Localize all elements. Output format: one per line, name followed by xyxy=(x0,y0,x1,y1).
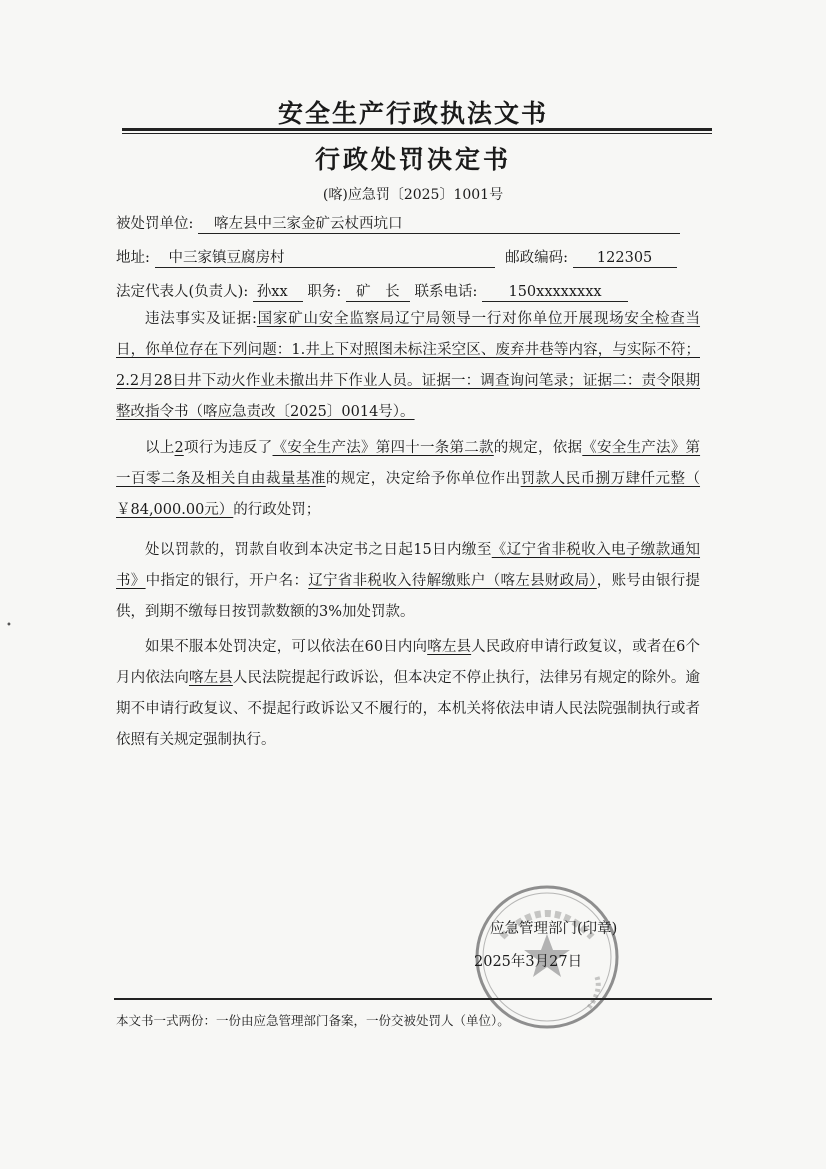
margin-mark: • xyxy=(6,620,12,631)
facts-text: 国家矿山安全监察局辽宁局领导一行对你单位开展现场安全检查当日，你单位存在下列问题：1.井上下对照图未标注采空区、废弃井巷等内容，与实际不符；2.2月28日井下动火作业未撤出井下作业人员。 xyxy=(116,311,701,389)
p4-text-a: 如果不服本处罚决定，可以依法在60日内向 xyxy=(145,639,428,655)
p2-text-a: 以上 xyxy=(145,440,175,456)
unit-label: 被处罚单位: xyxy=(116,216,194,232)
address-row xyxy=(116,246,677,268)
title-divider xyxy=(122,128,712,131)
representative-label: 法定代表人(负责人): xyxy=(116,284,249,300)
document-title: 行政处罚决定书 xyxy=(314,145,511,174)
decision-date: 2025年3月27日 xyxy=(474,954,583,970)
legal-basis: 《安全生产法》第一百零二条及相关自由裁量基准 xyxy=(116,440,701,487)
payment-paragraph xyxy=(116,535,700,628)
unit-value: 喀左县中三家金矿云杖西坑口 xyxy=(198,215,680,234)
address-value: 中三家镇豆腐房村 xyxy=(155,249,495,268)
court-name: 喀左县 xyxy=(189,670,233,686)
phone-label: 联系电话: xyxy=(414,284,478,300)
representative-row xyxy=(116,280,628,302)
document-category-title: 安全生产行政执法文书 xyxy=(277,99,548,128)
postcode-value: 122305 xyxy=(573,249,677,268)
position-label: 职务: xyxy=(307,284,342,300)
p3-text-a: 处以罚款的，罚款自收到本决定书之日起15日内缴至 xyxy=(145,542,492,558)
p2-text-c: 的规定，依据 xyxy=(493,440,583,456)
violated-law: 《安全生产法》第四十一条第二款 xyxy=(272,440,494,456)
violation-count: 2 xyxy=(174,440,184,456)
title-divider-thin xyxy=(122,133,712,134)
footer-divider xyxy=(114,998,712,1000)
seal-label: 应急管理部门(印章) xyxy=(490,921,618,937)
p2-text-e: 的行政处罚； xyxy=(233,502,321,518)
review-government: 喀左县 xyxy=(427,639,472,655)
penalty-amount: 罚款人民币捌万肆仟元整（ ￥84,000.00元） xyxy=(116,471,701,518)
p2-text-d: 的规定，决定给予你单位作出 xyxy=(325,471,521,487)
penalty-paragraph xyxy=(116,433,700,526)
document-number: (喀)应急罚〔2025〕1001号 xyxy=(322,187,504,203)
representative-value: 孙xx xyxy=(253,283,303,302)
p3-text-b: 中指定的银行，开户名： xyxy=(145,573,309,589)
address-label: 地址: xyxy=(116,250,150,266)
footer-note: 本文书一式两份：一份由应急管理部门备案，一份交被处罚人（单位）。 xyxy=(116,1013,510,1028)
p4-text-b: 人民政府申请行政复议，或者在6个月内依法向 xyxy=(116,639,701,686)
p3-text-c: ，账号由银行提供，到期不缴每日按罚款数额的3%加处罚款。 xyxy=(116,573,701,620)
penalized-unit-row xyxy=(116,212,680,234)
phone-value: 150xxxxxxxx xyxy=(482,283,628,302)
facts-paragraph xyxy=(116,304,700,428)
p2-text-b: 项行为违反了 xyxy=(183,440,273,456)
appeal-paragraph xyxy=(116,632,700,756)
p4-text-c: 人民法院提起行政诉讼，但本决定不停止执行，法律另有规定的除外。逾期不申请行政复议、不提起行政诉讼又不履行的，本机关将依法申请人民法院强制执行或者依照有关规定强制执行。 xyxy=(116,670,701,748)
evidence-text: 证据一：调查询问笔录；证据二：责令限期整改指令书（喀应急责改〔2025〕0014号）。 xyxy=(116,373,701,420)
position-value: 矿 长 xyxy=(346,283,410,302)
facts-label: 违法事实及证据: xyxy=(145,311,257,327)
account-name: 辽宁省非税收入待解缴账户（喀左县财政局） xyxy=(308,573,597,589)
payment-notice: 《辽宁省非税收入电子缴款通知书》 xyxy=(116,542,701,589)
postcode-label: 邮政编码: xyxy=(505,250,568,266)
